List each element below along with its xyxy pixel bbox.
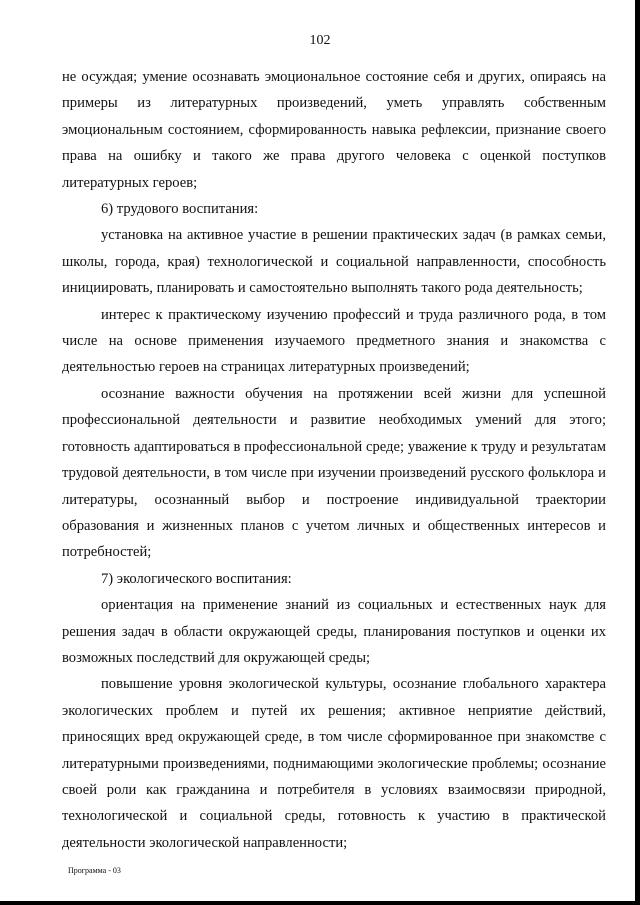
footer-program-label: Программа - 03 (68, 866, 121, 875)
page-number: 102 (309, 33, 331, 48)
paragraph: повышение уровня экологической культуры, осознание глобального характера экологических проблем и путей их решения; активное неприятие действий, приносящих вред окружающей среде, в том числе сформированное при знакомстве с литературными произведениями, поднимающими экологические проблемы; осознание своей роли как гражданина и потребителя в условиях взаимосвязи природной, технологической и социальной среды, готовность к участию в практической деятельности экологической направленности; (62, 676, 606, 851)
document-body (62, 64, 606, 856)
paragraph: установка на активное участие в решении практических задач (в рамках семьи, школы, города, края) технологической и социальной направленности, способность инициировать, планировать и самостоятельно выполнять такого рода деятельность; (62, 227, 606, 297)
section-heading-ecological-education: 7) экологического воспитания: (101, 570, 292, 587)
paragraph: ориентация на применение знаний из социальных и естественных наук для решения задач в области окружающей среды, планирования поступков и оценки их возможных последствий для окружающей среды; (62, 597, 606, 666)
paragraph: не осуждая; умение осознавать эмоциональное состояние себя и других, опираясь на примеры из литературных произведений, уметь управлять собственным эмоциональным состоянием, сформированность навыка рефлексии, признание своего права на ошибку и такого же права другого человека с оценкой поступков литературных героев; (62, 69, 606, 191)
scan-border-bottom (0, 901, 640, 905)
paragraph: интерес к практическому изучению профессий и труда различного рода, в том числе на основе применения изучаемого предметного знания и знакомства с деятельностью героев на страницах литературных произведений; (62, 306, 606, 376)
section-heading-labor-education: 6) трудового воспитания: (101, 201, 259, 218)
scan-border-right (635, 0, 640, 905)
paragraph: осознание важности обучения на протяжении всей жизни для успешной профессиональной деятельности и развитие необходимых умений для этого; готовность адаптироваться в профессиональной среде; уважение к труду и результатам трудовой деятельности, в том числе при изучении произведений русского фольклора и литературы, осознанный выбор и построение индивидуальной траектории образования и жизненных планов с учетом личных и общественных интересов и потребностей; (62, 385, 606, 561)
